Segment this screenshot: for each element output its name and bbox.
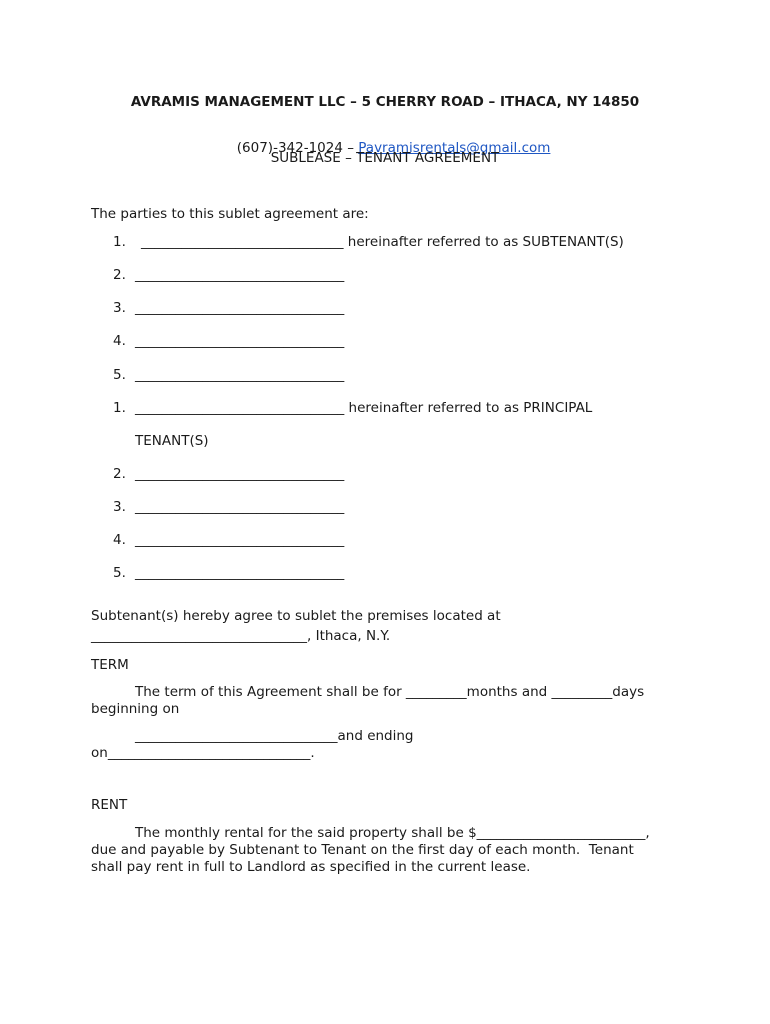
premises-line-1: Subtenant(s) hereby agree to sublet the premises located at [91, 608, 501, 624]
principal-blank-line: _______________________________ [135, 466, 345, 482]
term-line-3: ______________________________and ending [135, 728, 414, 744]
list-number: 5. [113, 367, 126, 383]
principal-blank-line: _______________________________ [135, 565, 345, 581]
principal-blank-line: _______________________________ [135, 499, 345, 515]
document-title: SUBLEASE – TENANT AGREEMENT [270, 150, 500, 166]
term-line-4: on______________________________. [91, 745, 315, 761]
principal-continuation: TENANT(S) [135, 433, 209, 449]
subtenant-blank-line: ______________________________ hereinafter referred to as SUBTENANT(S) [141, 234, 624, 250]
list-number: 2. [113, 466, 126, 482]
phone-number: (607)-342-1024 – [236, 140, 359, 156]
rent-line-2: due and payable by Subtenant to Tenant on the first day of each month. Tenant [91, 842, 634, 858]
list-number: 5. [113, 565, 126, 581]
subtenant-blank-line: _______________________________ [135, 267, 345, 283]
list-number: 3. [113, 499, 126, 515]
rent-line-1: The monthly rental for the said property shall be $_________________________, [135, 825, 650, 841]
term-heading: TERM [91, 657, 129, 673]
list-number: 4. [113, 333, 126, 349]
principal-blank-line: _______________________________ hereinafter referred to as PRINCIPAL [135, 400, 593, 416]
parties-intro: The parties to this sublet agreement are: [91, 206, 369, 222]
list-number: 1. [113, 400, 126, 416]
list-number: 2. [113, 267, 126, 283]
term-line-1: The term of this Agreement shall be for _________months and _________days [135, 684, 645, 700]
term-line-2: beginning on [91, 701, 180, 717]
company-header: AVRAMIS MANAGEMENT LLC – 5 CHERRY ROAD – ITHACA, NY 14850 [130, 94, 640, 110]
list-number: 3. [113, 300, 126, 316]
rent-line-3: shall pay rent in full to Landlord as specified in the current lease. [91, 859, 531, 875]
email-link[interactable]: Pavramisrentals@gmail.com [358, 140, 551, 156]
premises-line-2: ________________________________, Ithaca, N.Y. [91, 628, 391, 644]
rent-heading: RENT [91, 797, 128, 813]
principal-blank-line: _______________________________ [135, 532, 345, 548]
subtenant-blank-line: _______________________________ [135, 367, 345, 383]
subtenant-blank-line: _______________________________ [135, 300, 345, 316]
list-number: 1. [113, 234, 126, 250]
subtenant-blank-line: _______________________________ [135, 333, 345, 349]
list-number: 4. [113, 532, 126, 548]
